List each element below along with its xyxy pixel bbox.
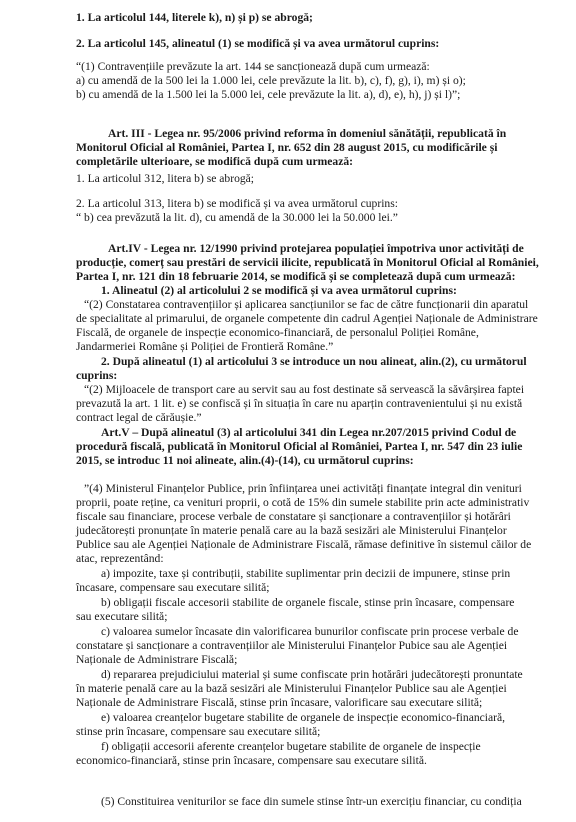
item-line: c) valoarea sumelor încasate din valorificarea bunurilor confiscate prin procese verbale de bbox=[101, 625, 519, 638]
item-d bbox=[0, 668, 576, 710]
item-line: b) obligații fiscale accesorii stabilite de organele fiscale, stinse prin încasare, compensare bbox=[101, 596, 515, 609]
art3-item1 bbox=[0, 172, 576, 186]
art4-quote2 bbox=[0, 383, 576, 425]
quote-line: prevazută la art. 1 lit. e) se confiscă și în situația în care nu aparțin contravenientului și nu există bbox=[76, 397, 523, 410]
art2-item1 bbox=[0, 11, 576, 25]
quote-line: de specialitate al primarului, de organele competente din cadrul Agenției Naționale de Administrare bbox=[76, 312, 538, 325]
item-line: e) valoarea creanțelor bugetare stabilite de organele de inspecție economico-financiară, bbox=[101, 711, 506, 724]
quote-line: “(2) Mijloacele de transport care au servit sau au fost destinate să servească la săvârșirea faptei bbox=[84, 383, 525, 396]
para-line: atac, reprezentând: bbox=[76, 552, 164, 565]
item-line: sau executare silită; bbox=[76, 610, 168, 623]
para-line: ”(4) Ministerul Finanțelor Publice, prin înființarea unei activități finanțate integral din venituri bbox=[84, 482, 522, 495]
art4-item2 bbox=[0, 355, 576, 383]
heading-line: Art.IV - Legea nr. 12/1990 privind protejarea populației împotriva unor activități de bbox=[108, 242, 524, 255]
art5-heading bbox=[0, 426, 576, 468]
para-line: Publice sau ale Agenției Naționale de Administrare Fiscală, rămase definitive în sistemul căilor de bbox=[76, 538, 532, 551]
heading-line: procedură fiscală, publicată în Monitorul Oficial al României, Partea I, nr. 547 din 23 iulie bbox=[76, 440, 523, 453]
art4-heading bbox=[0, 242, 576, 284]
item-line: a) impozite, taxe și contribuții, stabilite suplimentar prin decizii de impunere, stinse prin bbox=[101, 567, 511, 580]
art4-item2-text: cuprins: bbox=[76, 369, 118, 382]
item-line: Naționale de Administrare Fiscală; bbox=[76, 653, 238, 666]
art4-quote1 bbox=[0, 298, 576, 354]
quote-line: b) cu amendă de la 1.500 lei la 5.000 lei, cele prevăzute la lit. a), d), e), h), j) și l)”; bbox=[76, 88, 461, 101]
item-f bbox=[0, 740, 576, 768]
art4-item1-text: 1. Alineatul (2) al articolului 2 se modifică și va avea următorul cuprins: bbox=[101, 284, 457, 297]
art3-item2-text: 2. La articolul 313, litera b) se modifică și va avea următorul cuprins: bbox=[76, 197, 398, 210]
art3-item1-text: 1. La articolul 312, litera b) se abrogă; bbox=[76, 172, 255, 185]
heading-line: Art. III - Legea nr. 95/2006 privind reforma în domeniul sănătății, republicată în bbox=[108, 127, 507, 140]
heading-line: completările ulterioare, se modifică după cum urmează: bbox=[76, 155, 354, 168]
heading-line: producție, comerț sau prestări de servicii ilicite, republicată în Monitorul Oficial al României, bbox=[76, 256, 539, 269]
item-c bbox=[0, 625, 576, 667]
art2-item1-text: 1. La articolul 144, literele k), n) și p) se abrogă; bbox=[76, 11, 313, 24]
heading-line: 2015, se introduc 11 noi alineate, alin.(4)-(14), cu următorul cuprins: bbox=[76, 454, 414, 467]
para-line: proprii, poate reține, ca venituri proprii, o cotă de 15% din sumele stabilite prin acte administrativ bbox=[76, 496, 530, 509]
heading-line: Monitorul Oficial al României, Partea I, nr. 652 din 28 august 2015, cu modificările și bbox=[76, 141, 498, 154]
para-line: judecătorești pronunțate în materie penală care au la bază sesizări ale Ministerului Finanțelor bbox=[76, 524, 507, 537]
heading-line: Art.V – După alineatul (3) al articolului 341 din Legea nr.207/2015 privind Codul de bbox=[101, 426, 517, 439]
item-b bbox=[0, 596, 576, 624]
item-line: Naționale de Administrare Fiscală, stinse prin încasare, valorificare sau executare silită; bbox=[76, 696, 483, 709]
art3-heading bbox=[0, 127, 576, 169]
quote-line: “(2) Constatarea contravențiilor și aplicarea sancțiunilor se fac de către funcționarii din aparatul bbox=[84, 298, 529, 311]
quote-line: Jandarmeriei Române și Poliției de Frontieră Române.” bbox=[76, 340, 334, 353]
para-4 bbox=[0, 482, 576, 566]
art3-item2 bbox=[0, 197, 576, 225]
item-line: în materie penală care au la bază sesizări ale Ministerului Finanțelor Publice sau ale Agenției bbox=[76, 682, 507, 695]
art2-item2 bbox=[0, 37, 576, 51]
item-line: constatare și sancționare a contravențiilor ale Ministerului Finanțelor Pubice sau ale Agenției bbox=[76, 639, 508, 652]
para-line: (5) Constituirea veniturilor se face din sumele stinse într-un exercițiu financiar, cu condiția bbox=[101, 795, 522, 808]
quote-line: contract legal de cărăușie.” bbox=[76, 411, 202, 424]
art4-item2-text: 2. După alineatul (1) al articolului 3 se introduce un nou alineat, alin.(2), cu următorul bbox=[101, 355, 527, 368]
quote-line: Fiscală, de organele de inspecție economico-financiară, de personalul Poliției Române, bbox=[76, 326, 479, 339]
quote-line: a) cu amendă de la 500 lei la 1.000 lei, cele prevăzute la lit. b), c), f), g), i), m) și o); bbox=[76, 74, 466, 87]
para-line: fiscale sau financiare, procese verbale de constatare și sancționare a contravențiilor și hotărâri bbox=[76, 510, 511, 523]
art2-item2-text: 2. La articolul 145, alineatul (1) se modifică și va avea următorul cuprins: bbox=[76, 37, 440, 50]
item-line: d) repararea prejudiciului material și sume confiscate prin hotărâri judecătorești pronuntate bbox=[101, 668, 523, 681]
quote-line: “ b) cea prevăzută la lit. d), cu amendă de la 30.000 lei la 50.000 lei.” bbox=[76, 211, 398, 224]
art2-quote bbox=[0, 60, 576, 102]
item-line: f) obligații accesorii aferente creanțelor bugetare stabilite de organele de inspecție bbox=[101, 740, 481, 753]
heading-line: Partea I, nr. 121 din 18 februarie 2014, se modifică și se completează după cum urmează: bbox=[76, 270, 516, 283]
para-5 bbox=[0, 795, 576, 809]
item-line: economico-financiară, stinse prin încasare, compensare sau executare silită. bbox=[76, 754, 427, 767]
item-line: stinse prin încasare, compensare sau executare silită; bbox=[76, 725, 321, 738]
item-e bbox=[0, 711, 576, 739]
item-line: încasare, compensare sau executare silită; bbox=[76, 581, 270, 594]
quote-line: “(1) Contravențiile prevăzute la art. 144 se sancționează după cum urmează: bbox=[76, 60, 430, 73]
item-a bbox=[0, 567, 576, 595]
art4-item1 bbox=[0, 284, 576, 298]
